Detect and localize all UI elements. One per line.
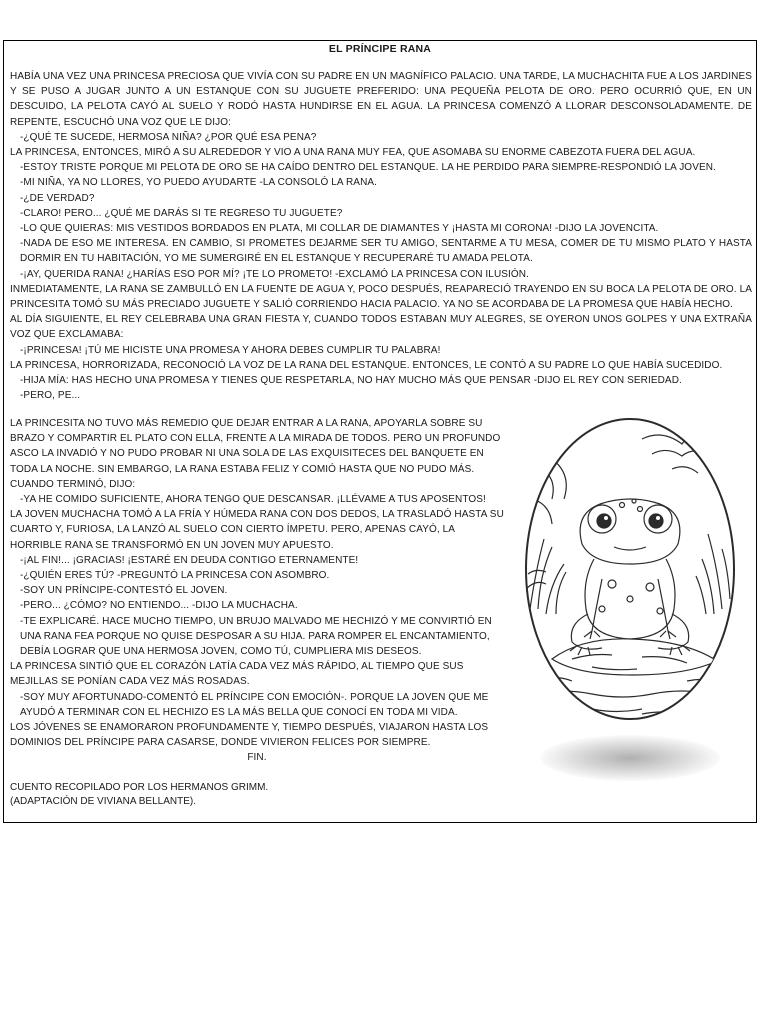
dialogue-line: -SOY MUY AFORTUNADO-COMENTÓ EL PRÍNCIPE CON EMOCIÓN-. PORQUE LA JOVEN QUE ME AYUDÓ A TERMINAR CON EL HECHIZO ES LA MÁS BELLA QUE CONOCÍ EN TODA MI VIDA. bbox=[20, 691, 489, 718]
paragraph: HABÍA UNA VEZ UNA PRINCESA PRECIOSA QUE VIVÍA CON SU PADRE EN UN MAGNÍFICO PALACIO. UNA TARDE, LA MUCHACHITA FUE A LOS JARDINES Y SE PUSO A JUGAR JUNTO A UN ESTANQUE CON SU JUGUETE PREFERIDO: UNA PEQUEÑA PELOTA DE ORO. PERO OCURRIÓ QUE, EN UN DESCUIDO, LA PELOTA CAYÓ AL SUELO Y RODÓ HASTA HUNDIRSE EN EL AGUA. LA PRINCESA COMENZÓ A LLORAR DESCONSOLADAMENTE. DE REPENTE, ESCUCHÓ UNA VOZ QUE LE DIJO: bbox=[10, 71, 752, 128]
dialogue-line: -NADA DE ESO ME INTERESA. EN CAMBIO, SI PROMETES DEJARME SER TU AMIGO, SENTARME A TU MESA, COMER DE TU MISMO PLATO Y HASTA DORMIR EN TU HABITACIÓN, YO ME SUMERGIRÉ EN EL ESTANQUE Y RECUPERARÉ TU AMADA PELOTA. bbox=[20, 238, 752, 265]
dialogue-line: -¡AY, QUERIDA RANA! ¿HARÍAS ESO POR MÍ? ¡TE LO PROMETO! -EXCLAMÓ LA PRINCESA CON ILUSIÓN. bbox=[20, 268, 530, 280]
story-end: FIN. bbox=[247, 752, 267, 764]
dialogue-line: -SOY UN PRÍNCIPE-CONTESTÓ EL JOVEN. bbox=[20, 585, 228, 597]
dialogue-line: -PERO, PE... bbox=[20, 390, 81, 402]
illustration-shadow bbox=[540, 735, 720, 781]
story-upper-text bbox=[10, 69, 752, 403]
dialogue-line: -¡AL FIN!... ¡GRACIAS! ¡ESTARÉ EN DEUDA CONTIGO ETERNAMENTE! bbox=[20, 554, 359, 566]
dialogue-line: -TE EXPLICARÉ. HACE MUCHO TIEMPO, UN BRUJO MALVADO ME HECHIZÓ Y ME CONVIRTIÓ EN UNA RANA FEA PORQUE NO QUISE DESPOSAR A SU HIJA. PARA ROMPER EL ENCANTAMIENTO, DEBÍA LOGRAR QUE UNA HERMOSA JOVEN, COMO TÚ, CUMPLIERA MIS DESEOS. bbox=[20, 615, 492, 658]
story-lower-text bbox=[10, 416, 504, 766]
paragraph: LA PRINCESA, HORRORIZADA, RECONOCIÓ LA VOZ DE LA RANA DEL ESTANQUE. ENTONCES, LE CONTÓ A SU PADRE LO QUE HABÍA SUCEDIDO. bbox=[10, 359, 723, 371]
dialogue-line: -MI NIÑA, YA NO LLORES, YO PUEDO AYUDARTE -LA CONSOLÓ LA RANA. bbox=[20, 177, 378, 189]
dialogue-line: -HIJA MÍA: HAS HECHO UNA PROMESA Y TIENES QUE RESPETARLA, NO HAY MUCHO MÁS QUE PENSAR -DIJO EL REY CON SERIEDAD. bbox=[20, 375, 682, 387]
dialogue-line: -PERO... ¿CÓMO? NO ENTIENDO... -DIJO LA MUCHACHA. bbox=[20, 600, 298, 612]
frog-illustration bbox=[522, 409, 738, 789]
paragraph: AL DÍA SIGUIENTE, EL REY CELEBRABA UNA GRAN FIESTA Y, CUANDO TODOS ESTABAN MUY ALEGRES, SE OYERON UNOS GOLPES Y UNA EXTRAÑA VOZ QUE EXCLAMABA: bbox=[10, 314, 752, 341]
dialogue-line: -¿QUIÉN ERES TÚ? -PREGUNTÓ LA PRINCESA CON ASOMBRO. bbox=[20, 570, 330, 582]
dialogue-line: -YA HE COMIDO SUFICIENTE, AHORA TENGO QUE DESCANSAR. ¡LLÉVAME A TUS APOSENTOS! bbox=[20, 494, 486, 506]
paragraph: LA PRINCESA, ENTONCES, MIRÓ A SU ALREDEDOR Y VIO A UNA RANA MUY FEA, QUE ASOMABA SU ENORME CABEZOTA FUERA DEL AGUA. bbox=[10, 147, 696, 159]
story-sheet bbox=[3, 40, 757, 823]
credit-line: (ADAPTACIÓN DE VIVIANA BELLANTE). bbox=[10, 796, 196, 807]
credits bbox=[10, 781, 268, 809]
paragraph: LA PRINCESA SINTIÓ QUE EL CORAZÓN LATÍA CADA VEZ MÁS RÁPIDO, AL TIEMPO QUE SUS MEJILLAS SE PONÍAN CADA VEZ MÁS ROSADAS. bbox=[10, 661, 464, 688]
dialogue-line: -LO QUE QUIERAS: MIS VESTIDOS BORDADOS EN PLATA, MI COLLAR DE DIAMANTES Y ¡HASTA MI CORONA! -DIJO LA JOVENCITA. bbox=[20, 223, 659, 235]
dialogue-line: -ESTOY TRISTE PORQUE MI PELOTA DE ORO SE HA CAÍDO DENTRO DEL ESTANQUE. LA HE PERDIDO PARA SIEMPRE-RESPONDIÓ LA JOVEN. bbox=[20, 162, 716, 174]
dialogue-line: -¿QUÉ TE SUCEDE, HERMOSA NIÑA? ¿POR QUÉ ESA PENA? bbox=[20, 131, 317, 143]
dialogue-line: -¡PRINCESA! ¡TÚ ME HICISTE UNA PROMESA Y AHORA DEBES CUMPLIR TU PALABRA! bbox=[20, 344, 441, 356]
paragraph: LA PRINCESITA NO TUVO MÁS REMEDIO QUE DEJAR ENTRAR A LA RANA, APOYARLA SOBRE SU BRAZO Y COMPARTIR EL PLATO CON ELLA, FRENTE A LA MIRADA DE TODOS. PERO UN PROFUNDO ASCO LA INVADIÓ Y NO PUDO PROBAR NI UNA SOLA DE LAS EXQUISITECES DEL BANQUETE EN TODA LA NOCHE. SIN EMBARGO, LA RANA ESTABA FELIZ Y COMIÓ HASTA QUE NO PUDO MÁS. CUANDO TERMINÓ, DIJO: bbox=[10, 418, 501, 490]
paragraph: LOS JÓVENES SE ENAMORARON PROFUNDAMENTE Y, TIEMPO DESPUÉS, VIAJARON HASTA LOS DOMINIOS DEL PRÍNCIPE PARA CASARSE, DONDE VIVIERON FELICES POR SIEMPRE. bbox=[10, 722, 489, 749]
credit-line: CUENTO RECOPILADO POR LOS HERMANOS GRIMM. bbox=[10, 782, 269, 793]
paragraph: INMEDIATAMENTE, LA RANA SE ZAMBULLÓ EN LA FUENTE DE AGUA Y, POCO DESPUÉS, REAPARECIÓ TRAYENDO EN SU BOCA LA PELOTA DE ORO. LA PRINCESITA TOMÓ SU MÁS PRECIADO JUGUETE Y SALIÓ CORRIENDO HACIA PALACIO. YA NO SE ACORDABA DE LA PROMESA QUE HABÍA HECHO. bbox=[10, 283, 752, 311]
frog-icon bbox=[522, 409, 738, 729]
paragraph: LA JOVEN MUCHACHA TOMÓ A LA FRÍA Y HÚMEDA RANA CON DOS DEDOS, LA TRASLADÓ HASTA SU CUARTO Y, FURIOSA, LA LANZÓ AL SUELO CON CIERTO ÍMPETU. PERO, APENAS CAYÓ, LA HORRIBLE RANA SE TRANSFORMÓ EN UN JOVEN MUY APUESTO. bbox=[10, 509, 504, 551]
page-title: EL PRÍNCIPE RANA bbox=[328, 43, 432, 55]
dialogue-line: -¿DE VERDAD? bbox=[20, 192, 95, 204]
dialogue-line: -CLARO! PERO... ¿QUÉ ME DARÁS SI TE REGRESO TU JUGUETE? bbox=[20, 207, 343, 219]
